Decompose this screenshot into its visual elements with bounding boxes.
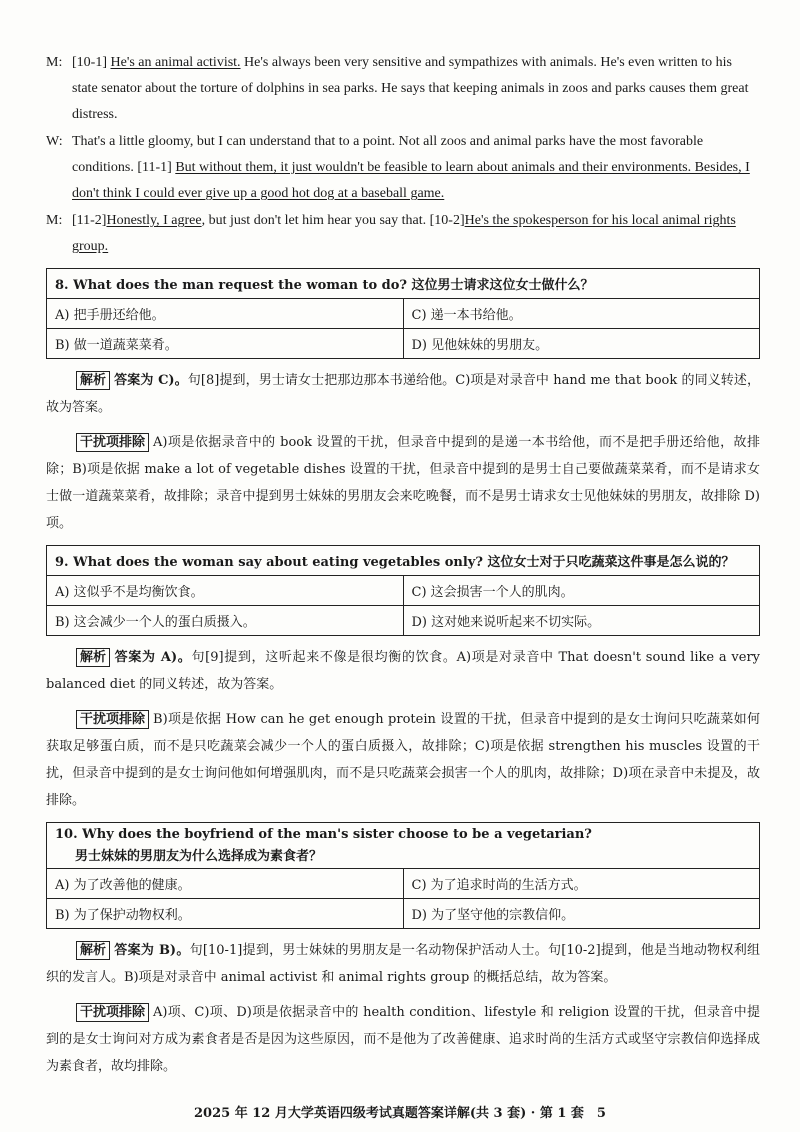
underlined-key-sentence: He's the spokesperson for his local animal rights group.: [72, 213, 736, 254]
underlined-key-sentence: He's an animal activist.: [110, 55, 241, 70]
distractor-label: 干扰项排除: [76, 1003, 149, 1022]
distractor-paragraph: [46, 429, 760, 537]
dialogue-turn: [46, 208, 760, 260]
question-block-8: [46, 268, 760, 537]
speaker-label: W:: [46, 134, 63, 149]
distractor-paragraph: [46, 999, 760, 1080]
option-d: D) 为了坚守他的宗教信仰。: [403, 899, 760, 929]
analysis-paragraph: [46, 367, 760, 421]
dialogue: [46, 50, 760, 260]
option-b: B) 做一道蔬菜菜肴。: [47, 329, 404, 359]
analysis-paragraph: [46, 937, 760, 991]
distractor-label: 干扰项排除: [76, 433, 149, 452]
dialogue-turn: [46, 129, 760, 207]
distractor-text: A)项是依据录音中的 book 设置的干扰，但录音中提到的是递一本书给他，而不是把手册还给他，故排除；B)项是依据 make a lot of vegetable dishes 设置的干扰，但录音中提到的是男士自己要做蔬菜菜肴，而不是请求女士做一道蔬菜菜肴，故排除；录音中提到男士妹妹的男朋友会来吃晚餐，而不是男士请求女士见他妹妹的男朋友，故排除 D)项。: [46, 435, 760, 531]
question-text-cn: 男士妹妹的男朋友为什么选择成为素食者？: [75, 849, 323, 864]
dialogue-text: He's always been very sensitive and sympathizes with animals. He's even written to his state senator about the torture of dolphins in sea parks. He says that keeping animals in zoos and parks causes them great distress.: [72, 55, 749, 122]
option-c: C) 递一本书给他。: [403, 299, 760, 329]
option-a: A) 这似乎不是均衡饮食。: [47, 576, 404, 606]
analysis-text: 句[8]提到，男士请女士把那边那本书递给他。C)项是对录音中 hand me that book 的同义转述，故为答案。: [46, 373, 761, 415]
distractor-label: 干扰项排除: [76, 710, 149, 729]
question-table: [46, 268, 760, 359]
dialogue-text: [10-1]: [72, 55, 111, 70]
distractor-text: B)项是依据 How can he get enough protein 设置的干扰，但录音中提到的是女士询问只吃蔬菜如何获取足够蛋白质，而不是只吃蔬菜会减少一个人的蛋白质摄入，故排除；C)项是依据 strengthen his muscles 设置的干扰，但录音中提到的是女士询问他如何增强肌肉，而不是只吃蔬菜会损害一个人的肌肉，故排除；D)项在录音中未提及，故排除。: [46, 712, 760, 808]
dialogue-turn: [46, 50, 760, 128]
option-d: D) 见他妹妹的男朋友。: [403, 329, 760, 359]
analysis-label: 解析: [76, 941, 110, 960]
dialogue-text: That's a little gloomy, but I can understand that to a point. Not all zoos and animal parks have the most favorable conditions. [11-1]: [72, 134, 704, 175]
dialogue-text: , but just don't let him hear you say that. [10-2]: [201, 213, 465, 228]
option-a: A) 为了改善他的健康。: [47, 869, 404, 899]
speaker-label: M:: [46, 55, 63, 70]
underlined-key-sentence: But without them, it just wouldn't be feasible to learn about animals and their environments. Besides, I don't think I could ever give up a good hot dog at a baseball game.: [72, 160, 750, 201]
page-footer: 2025 年 12 月大学英语四级考试真题答案详解(共 3 套) · 第 1 套 5: [194, 1106, 606, 1121]
analysis-paragraph: [46, 644, 760, 698]
analysis-text: 句[9]提到，这听起来不像是很均衡的饮食。A)项是对录音中 That doesn't sound like a very balanced diet 的同义转述，故为答案。: [46, 650, 761, 692]
question-block-10: [46, 822, 760, 1080]
question-block-9: [46, 545, 760, 814]
option-a: A) 把手册还给他。: [47, 299, 404, 329]
option-d: D) 这对她来说听起来不切实际。: [403, 606, 760, 636]
answer-text: 答案为 B)。: [114, 943, 190, 958]
analysis-label: 解析: [76, 371, 110, 390]
question-text: 9. What does the woman say about eating vegetables only? 这位女士对于只吃蔬菜这件事是怎么说的？: [47, 546, 760, 576]
speaker-label: M:: [46, 213, 63, 228]
analysis-text: 句[10-1]提到，男士妹妹的男朋友是一名动物保护活动人士。句[10-2]提到，他是当地动物权利组织的发言人。B)项是对录音中 animal activist 和 animal rights group 的概括总结，故为答案。: [46, 943, 761, 985]
option-b: B) 这会减少一个人的蛋白质摄入。: [47, 606, 404, 636]
dialogue-text: [11-2]: [72, 213, 107, 228]
question-text-en: 10. Why does the boyfriend of the man's sister choose to be a vegetarian?: [55, 827, 592, 842]
option-c: C) 为了追求时尚的生活方式。: [403, 869, 760, 899]
answer-text: 答案为 C)。: [114, 373, 188, 388]
option-b: B) 为了保护动物权利。: [47, 899, 404, 929]
question-table: [46, 545, 760, 636]
underlined-key-sentence: Honestly, I agree: [106, 213, 202, 228]
question-text: [47, 823, 760, 869]
answer-text: 答案为 A)。: [114, 650, 192, 665]
question-table: [46, 822, 760, 929]
analysis-label: 解析: [76, 648, 110, 667]
question-text: 8. What does the man request the woman to do? 这位男士请求这位女士做什么？: [47, 269, 760, 299]
distractor-paragraph: [46, 706, 760, 814]
distractor-text: A)项、C)项、D)项是依据录音中的 health condition、lifestyle 和 religion 设置的干扰，但录音中提到的是女士询问对方成为素食者是否是因为这些原因，而不是他为了改善健康、追求时尚的生活方式或坚守宗教信仰选择成为素食者，故均排除。: [46, 1005, 760, 1074]
option-c: C) 这会损害一个人的肌肉。: [403, 576, 760, 606]
